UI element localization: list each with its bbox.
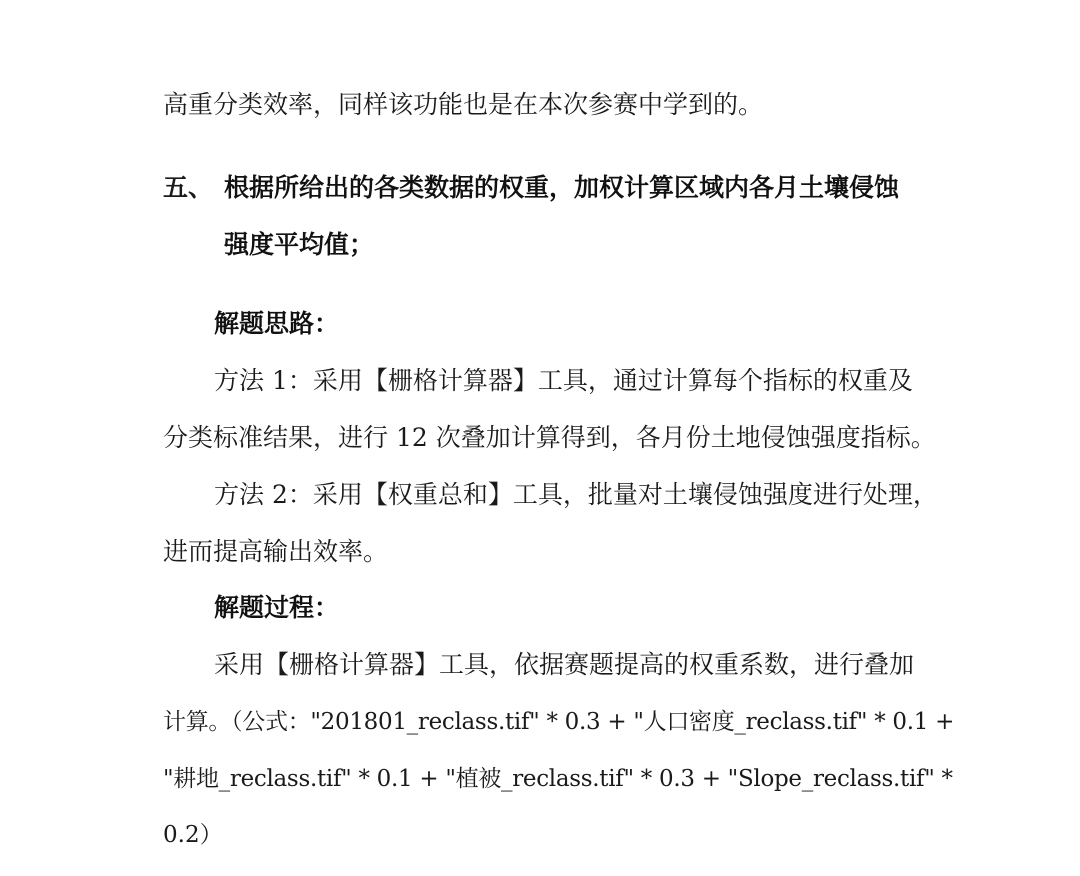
section-title-line-1: 根据所给出的各类数据的权重，加权计算区域内各月土壤侵蚀 xyxy=(224,173,900,202)
approach-heading: 解题思路： xyxy=(214,309,340,338)
process-heading: 解题过程： xyxy=(214,593,340,622)
process-line-1: 采用【栅格计算器】工具，依据赛题提高的权重系数，进行叠加 xyxy=(214,650,915,679)
method1-line-2: 分类标准结果，进行 12 次叠加计算得到，各月份土地侵蚀强度指标。 xyxy=(163,423,936,452)
process-line-2: 计算。（公式："201801_reclass.tif" * 0.3 + "人口密度_reclass.tif" * 0.1 + xyxy=(163,709,955,735)
section-title-line-2: 强度平均值； xyxy=(224,230,375,259)
method2-line-2: 进而提高输出效率。 xyxy=(163,537,389,566)
process-line-4: 0.2） xyxy=(163,822,223,848)
method1-line-1: 方法 1：采用【栅格计算器】工具，通过计算每个指标的权重及 xyxy=(214,366,913,395)
section-number: 五、 xyxy=(163,173,214,202)
process-line-3: "耕地_reclass.tif" * 0.1 + "植被_reclass.tif" * 0.3 + "Slope_reclass.tif" * xyxy=(163,766,953,792)
intro-line: 高重分类效率，同样该功能也是在本次参赛中学到的。 xyxy=(163,90,764,119)
method2-line-1: 方法 2：采用【权重总和】工具，批量对土壤侵蚀强度进行处理， xyxy=(214,480,938,509)
